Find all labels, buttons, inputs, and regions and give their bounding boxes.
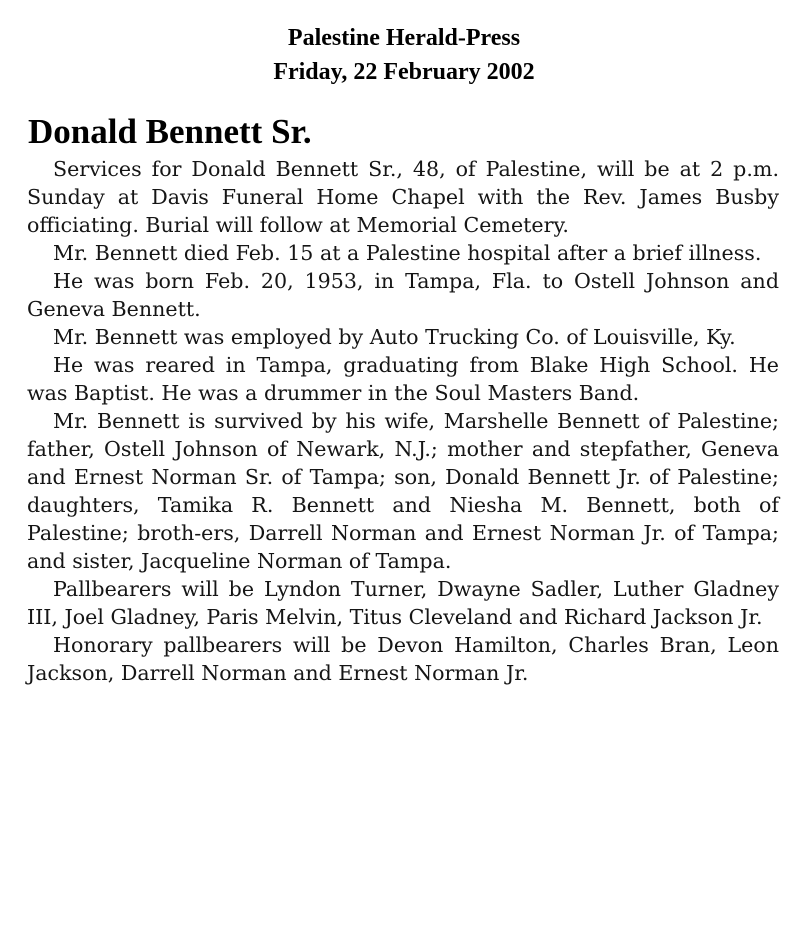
obituary-headline: Donald Bennett Sr. [28,112,312,151]
obituary-paragraph-survivors: Mr. Bennett is survived by his wife, Marshelle Bennett of Palestine; father, Ostell Johnson of Newark, N.J.; mother and stepfather, Geneva and Ernest Norman Sr. of Tampa; son, Donald Bennett Jr. of Palestine; daughters, Tamika R. Bennett and Niesha M. Bennett, both of Palestine; broth-ers, Darrell Norman and Ernest Norman Jr. of Tampa; and sister, Jacqueline Norman of Tampa. [27,409,779,573]
obituary-paragraph-birth: He was born Feb. 20, 1953, in Tampa, Fla. to Ostell Johnson and Geneva Bennett. [27,269,779,321]
obituary-body [27,155,779,687]
obituary-paragraph-honorary-pallbearers: Honorary pallbearers will be Devon Hamilton, Charles Bran, Leon Jackson, Darrell Norman and Ernest Norman Jr. [27,633,779,685]
obituary-paragraph-employment: Mr. Bennett was employed by Auto Trucking Co. of Louisville, Ky. [53,325,736,349]
obituary-paragraph-death: Mr. Bennett died Feb. 15 at a Palestine hospital after a brief illness. [53,241,762,265]
obituary-paragraph-pallbearers: Pallbearers will be Lyndon Turner, Dwayne Sadler, Luther Gladney III, Joel Gladney, Paris Melvin, Titus Cleveland and Richard Jackson Jr. [27,577,779,629]
publication-date: Friday, 22 February 2002 [273,59,535,85]
newspaper-name: Palestine Herald-Press [287,25,521,51]
obituary-paragraph-services: Services for Donald Bennett Sr., 48, of Palestine, will be at 2 p.m. Sunday at Davis Funeral Home Chapel with the Rev. James Busby officiating. Burial will follow at Memorial Cemetery. [27,157,779,237]
obituary-paragraph-background: He was reared in Tampa, graduating from Blake High School. He was Baptist. He was a drummer in the Soul Masters Band. [27,353,779,405]
